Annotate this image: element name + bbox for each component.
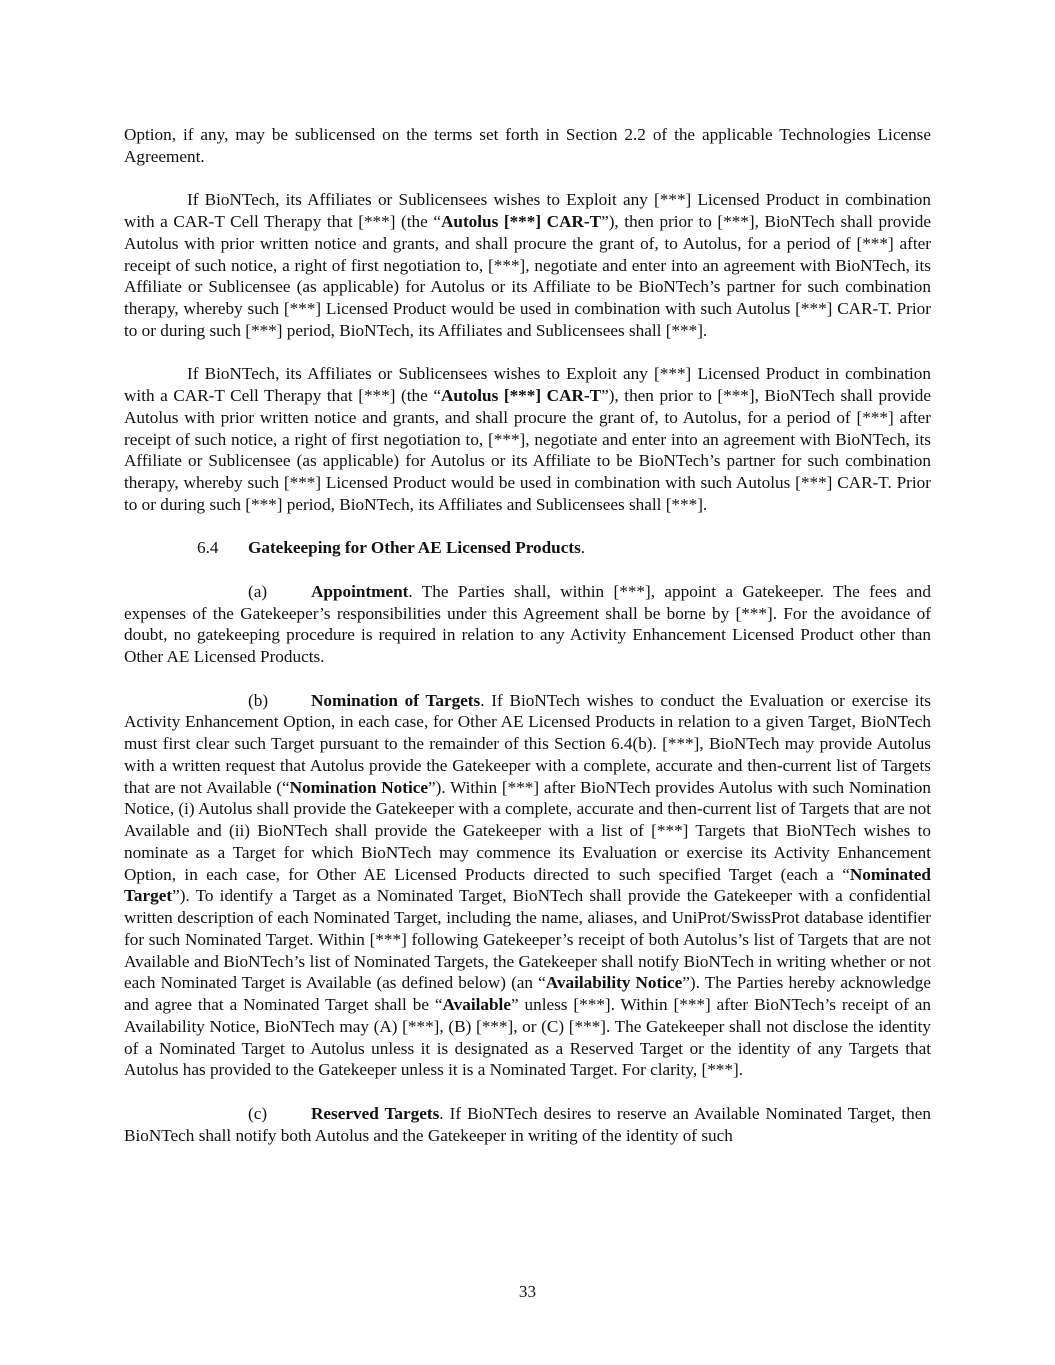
section-title: Gatekeeping for Other AE Licensed Products [248,538,581,558]
defined-term: Nominated Target [124,864,931,906]
paragraph-right-of-first-negotiation-repeat: If BioNTech, its Affiliates or Sublicensees wishes to Exploit any [***] Licensed Product in combination with a CAR-T Cell Therapy that [***] (the “Autolus [***] CAR-T”), then prior to [***], BioNTech shall provide Autolus with prior written notice and grants, and shall procure the grant of, to Autolus, for a period of [***] after receipt of such notice, a right of first negotiation to, [***], negotiate and enter into an agreement with BioNTech, its Affiliate or Sublicensee (as applicable) for Autolus or its Affiliate to be BioNTech’s partner for such combination therapy, whereby such [***] Licensed Product would be used in combination with such Autolus [***] CAR-T. Prior to or during such [***] period, BioNTech, its Affiliates and Sublicensees shall [***]. [124,364,931,514]
paragraph-right-of-first-negotiation: If BioNTech, its Affiliates or Sublicensees wishes to Exploit any [***] Licensed Product in combination with a CAR-T Cell Therapy that [***] (the “Autolus [***] CAR-T”), then prior to [***], BioNTech shall provide Autolus with prior written notice and grants, and shall procure the grant of, to Autolus, for a period of [***] after receipt of such notice, a right of first negotiation to, [***], negotiate and enter into an agreement with BioNTech, its Affiliate or Sublicensee (as applicable) for Autolus or its Affiliate to be BioNTech’s partner for such combination therapy, whereby such [***] Licensed Product would be used in combination with such Autolus [***] CAR-T. Prior to or during such [***] period, BioNTech, its Affiliates and Sublicensees shall [***]. [124,190,931,340]
subsection-appointment: (a) Appointment. The Parties shall, within [***], appoint a Gatekeeper. The fees and expenses of the Gatekeeper’s responsibilities under this Agreement shall be borne by [***]. For the avoidance of doubt, no gatekeeping procedure is required in relation to any Activity Enhancement Licensed Product other than Other AE Licensed Products. [124,581,931,666]
defined-term: Autolus [***] CAR-T [440,386,602,405]
paragraph-continuation: Option, if any, may be sublicensed on the terms set forth in Section 2.2 of the applicable Technologies License Agreement. [124,125,931,166]
defined-term: Nomination Notice [289,777,429,797]
subsection-title: Reserved Targets [311,1103,440,1123]
section-number: 6.4 [197,538,219,558]
subsection-title: Appointment [311,581,409,601]
subsection-title: Nomination of Targets [311,690,481,710]
subsection-label: (b) [248,690,269,710]
defined-term: Availability Notice [545,973,683,993]
subsection-reserved-targets: (c) Reserved Targets. If BioNTech desires to reserve an Available Nominated Target, then BioNTech shall notify both Autolus and the Gatekeeper in writing of the identity of such [124,1103,931,1145]
defined-term: Autolus [***] CAR-T [440,212,602,231]
subsection-label: (c) [248,1103,268,1123]
defined-term: Available [442,995,511,1014]
subsection-label: (a) [248,581,268,601]
document-page [124,124,931,1146]
section-heading: 6.4 Gatekeeping for Other AE Licensed Products. [197,538,586,558]
page-number: 33 [518,1282,537,1301]
subsection-nomination-of-targets: (b) Nomination of Targets. If BioNTech wishes to conduct the Evaluation or exercise its Activity Enhancement Option, in each case, for Other AE Licensed Products in relation to a given Target, BioNTech must first clear such Target pursuant to the remainder of this Section 6.4(b). [***], BioNTech may provide Autolus with a written request that Autolus provide the Gatekeeper with a complete, accurate and then-current list of Targets that are not Available (“Nomination Notice”). Within [***] after BioNTech provides Autolus with such Nomination Notice, (i) Autolus shall provide the Gatekeeper with a complete, accurate and then-current list of Targets that are not Available and (ii) BioNTech shall provide the Gatekeeper with a list of [***] Targets that BioNTech wishes to nominate as a Target for which BioNTech may commence its Evaluation or exercise its Activity Enhancement Option, in each case, for Other AE Licensed Products directed to such specified Target (each a “Nominated Target”). To identify a Target as a Nominated Target, BioNTech shall provide the Gatekeeper with a confidential written description of each Nominated Target, including the name, aliases, and UniProt/SwissProt database identifier for such Nominated Target. Within [***] following Gatekeeper’s receipt of both Autolus’s list of Targets that are not Available and BioNTech’s list of Nominated Targets, the Gatekeeper shall notify BioNTech in writing whether or not each Nominated Target is Available (as defined below) (an “Availability Notice”). The Parties hereby acknowledge and agree that a Nominated Target shall be “Available” unless [***]. Within [***] after BioNTech’s receipt of an Availability Notice, BioNTech may (A) [***], (B) [***], or (C) [***]. The Gatekeeper shall not disclose the identity of a Nominated Target to Autolus unless it is designated as a Reserved Target or the identity of any Targets that Autolus has provided to the Gatekeeper unless it is a Nominated Target. For clarity, [***]. [124,690,932,1080]
